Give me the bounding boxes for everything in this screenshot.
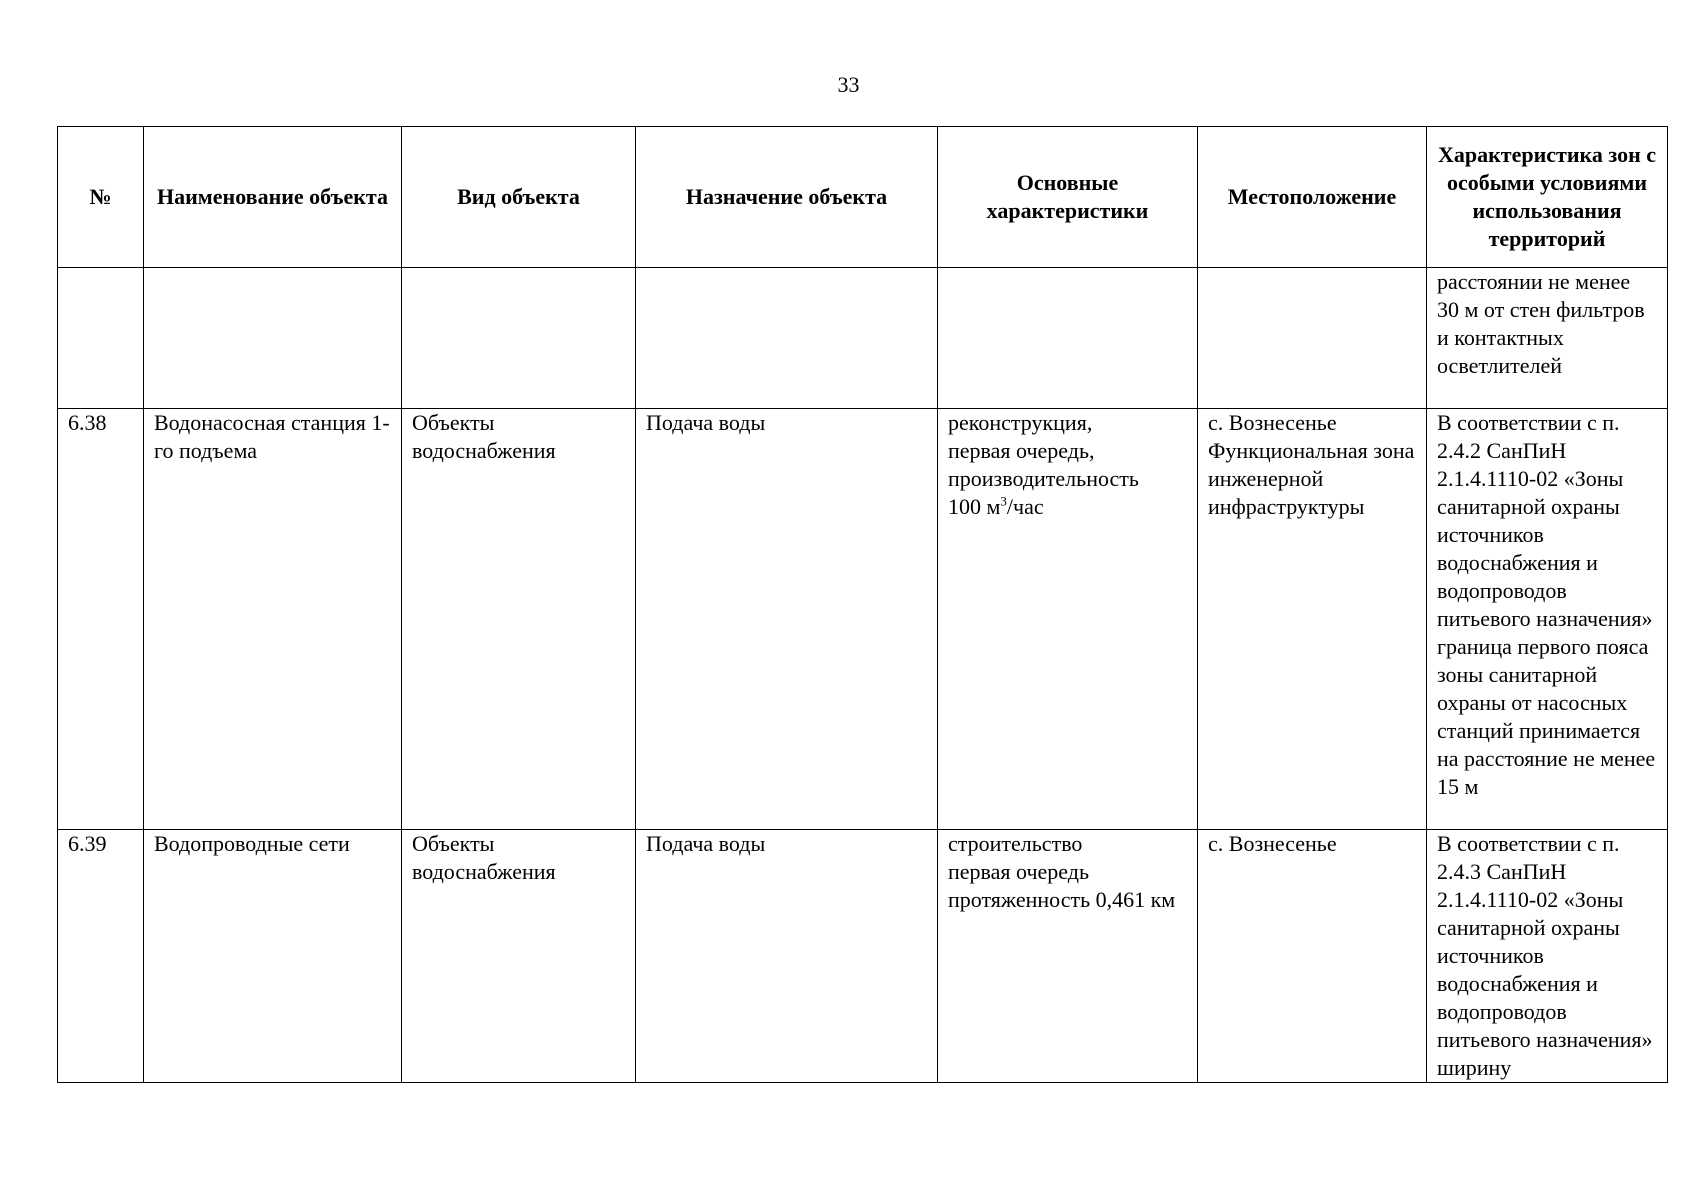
cell-number [58,268,144,409]
cell-name: Водопроводные сети [144,830,402,1083]
cell-location [1198,268,1427,409]
table-row [58,268,1668,409]
cell-zones: расстоянии не менее 30 м от стен фильтров и контактных осветлителей [1427,268,1668,409]
table-header-row [58,127,1668,268]
cell-purpose: Подача воды [636,409,938,830]
cell-location: с. Вознесенье [1198,830,1427,1083]
page-number: 33 [837,72,860,97]
cell-characteristics [938,268,1198,409]
superscript-3: 3 [1000,493,1007,509]
cell-purpose: Подача воды [636,830,938,1083]
characteristics-unit: /час [1006,494,1044,519]
table-row [58,409,1668,830]
header-type: Вид объекта [402,127,636,268]
cell-number: 6.38 [58,409,144,830]
header-name: Наименование объекта [144,127,402,268]
header-purpose: Назначение объекта [636,127,938,268]
cell-type: Объекты водоснабжения [402,830,636,1083]
cell-zones: В соответствии с п. 2.4.2 СанПиН 2.1.4.1110-02 «Зоны санитарной охраны источников водоснабжения и водопроводов питьевого назначения» граница первого пояса зоны санитарной охраны от насосных станций принимается на расстояние не менее 15 м [1427,409,1668,830]
characteristics-text: реконструкция, первая очередь, производительность 100 м [948,410,1139,519]
cell-name [144,268,402,409]
cell-zones: В соответствии с п. 2.4.3 СанПиН 2.1.4.1110-02 «Зоны санитарной охраны источников водоснабжения и водопроводов питьевого назначения» ширину [1427,830,1668,1083]
cell-name: Водонасосная станция 1-го подъема [144,409,402,830]
cell-characteristics [938,409,1198,830]
header-location: Местоположение [1198,127,1427,268]
header-characteristics: Основные характеристики [938,127,1198,268]
cell-number: 6.39 [58,830,144,1083]
cell-location: с. Вознесенье Функциональная зона инженерной инфраструктуры [1198,409,1427,830]
header-number: № [58,127,144,268]
objects-table [57,126,1668,1083]
cell-type: Объекты водоснабжения [402,409,636,830]
table-row [58,830,1668,1083]
header-zones: Характеристика зон с особыми условиями использования территорий [1427,127,1668,268]
cell-type [402,268,636,409]
cell-characteristics: строительство первая очередь протяженность 0,461 км [938,830,1198,1083]
cell-purpose [636,268,938,409]
